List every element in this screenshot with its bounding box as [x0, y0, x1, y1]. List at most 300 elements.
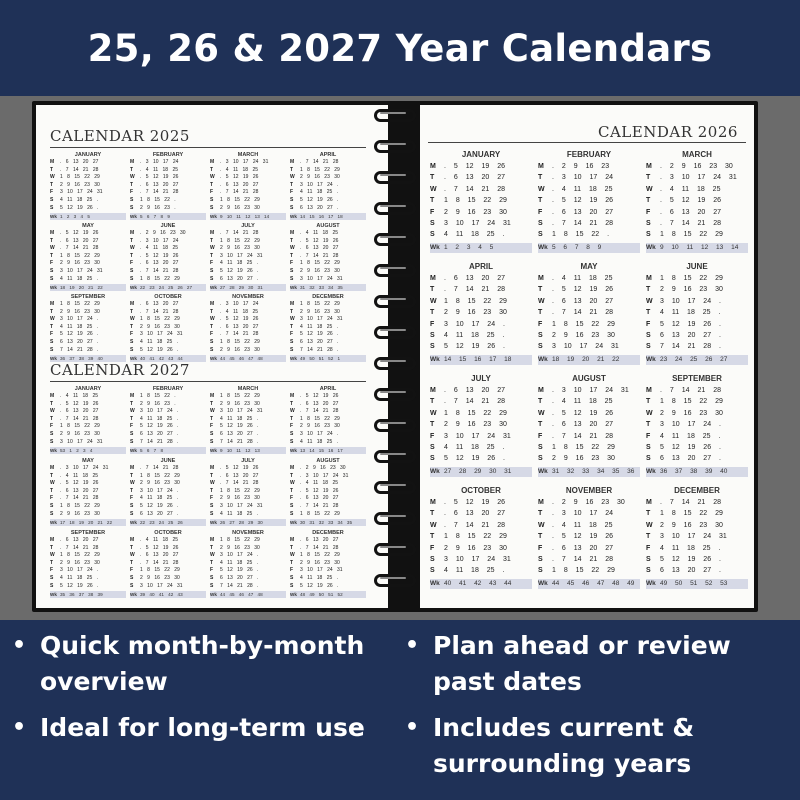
- day-numbers: 4 11 18 25 .: [444, 331, 505, 339]
- day-label: S: [50, 430, 54, 437]
- bullet-dot-icon: •: [12, 633, 27, 658]
- day-numbers: . 6 13 20 27: [552, 297, 613, 305]
- month-block-march: [210, 151, 286, 220]
- day-numbers: . 7 14 21 28: [300, 502, 339, 509]
- day-numbers: 1 8 15 22 29: [220, 338, 260, 345]
- day-numbers: . 5 12 19 26: [140, 174, 179, 181]
- day-numbers: . 3 10 17 24: [140, 237, 179, 244]
- month-name: DECEMBER: [312, 294, 344, 300]
- day-numbers: 2 9 16 23 30: [300, 308, 340, 315]
- month-block-may: [50, 457, 126, 526]
- day-row: [290, 331, 366, 339]
- day-label: T: [538, 398, 543, 406]
- day-row: [50, 189, 126, 197]
- week-numbers: 49 50 51 52 53: [660, 579, 728, 587]
- day-row: [290, 238, 366, 246]
- day-numbers: 3 10 17 24 31: [140, 331, 183, 338]
- day-row: [290, 268, 366, 276]
- day-label: T: [210, 252, 214, 259]
- week-number-row: [290, 591, 366, 598]
- month-block-september: [50, 293, 126, 362]
- day-numbers: 1 8 15 22 29: [660, 231, 723, 239]
- day-label: S: [50, 204, 54, 211]
- day-row: [130, 260, 206, 268]
- day-row: [130, 324, 206, 332]
- month-block-january: [430, 149, 532, 253]
- day-row: [210, 488, 286, 496]
- week-number-row: [430, 579, 532, 589]
- day-label: W: [430, 185, 437, 193]
- day-label: S: [50, 502, 54, 509]
- day-label: S: [290, 502, 294, 509]
- coil-loop: [374, 512, 416, 525]
- day-row: [50, 545, 126, 553]
- day-row: [290, 260, 366, 268]
- day-numbers: . 6 13 20 27: [140, 260, 179, 267]
- day-row: [430, 330, 532, 341]
- day-row: [290, 473, 366, 481]
- day-row: [290, 159, 366, 167]
- day-row: [646, 554, 748, 565]
- day-row: [646, 408, 748, 419]
- day-row: [50, 268, 126, 276]
- day-numbers: 1 8 15 22 .: [140, 196, 176, 203]
- day-numbers: 1 8 15 22 29: [300, 166, 340, 173]
- day-numbers: . 7 14 21 28: [552, 309, 613, 317]
- day-numbers: 5 12 19 26 .: [140, 423, 179, 430]
- day-label: M: [646, 163, 652, 170]
- day-numbers: 6 13 20 27 .: [220, 430, 259, 437]
- day-numbers: 4 11 18 25 .: [60, 574, 99, 581]
- day-label: T: [646, 510, 651, 518]
- day-label: T: [50, 400, 54, 407]
- left-page: [36, 105, 388, 608]
- day-row: [430, 284, 532, 295]
- week-number-row: [210, 284, 286, 291]
- week-numbers: 5 6 7 8 9: [140, 214, 170, 220]
- day-row: [50, 439, 126, 447]
- day-numbers: 1 8 15 22 29: [60, 502, 100, 509]
- day-row: [430, 307, 532, 318]
- day-numbers: . 4 11 18 25: [60, 472, 99, 479]
- day-label: W: [210, 408, 215, 415]
- day-numbers: . 7 14 21 28: [444, 286, 505, 294]
- day-label: T: [130, 559, 134, 566]
- day-row: [130, 253, 206, 261]
- day-label: S: [50, 510, 54, 517]
- week-label: Wk: [290, 520, 297, 526]
- week-label: Wk: [646, 579, 656, 587]
- day-label: S: [290, 346, 294, 353]
- day-row: [430, 531, 532, 542]
- day-row: [50, 511, 126, 519]
- day-numbers: 2 9 16 23 30: [660, 521, 723, 529]
- day-numbers: . 7 14 21 28: [660, 219, 721, 227]
- day-numbers: 2 9 16 23 30: [60, 559, 100, 566]
- day-label: S: [50, 574, 54, 581]
- day-label: S: [290, 430, 294, 437]
- day-label: F: [430, 544, 435, 552]
- day-label: S: [646, 555, 651, 563]
- day-row: [210, 537, 286, 545]
- coil-shine: [380, 143, 406, 145]
- day-numbers: . 5 12 19 26: [220, 316, 259, 323]
- day-numbers: . 4 11 18 25: [220, 166, 259, 173]
- month-block-march: [646, 149, 748, 253]
- month-block-february: [130, 151, 206, 220]
- day-numbers: . 7 14 21 28: [60, 415, 99, 422]
- day-numbers: 4 11 18 25 .: [220, 415, 259, 422]
- day-row: [210, 393, 286, 401]
- day-numbers: 3 10 17 24 31: [444, 555, 511, 563]
- month-name: MAY: [82, 223, 94, 229]
- day-row: [130, 552, 206, 560]
- day-row: [646, 419, 748, 430]
- month-name: DECEMBER: [674, 486, 720, 495]
- week-label: Wk: [290, 448, 297, 454]
- day-numbers: 3 10 17 24 31: [60, 189, 103, 196]
- day-numbers: . 2 9 16 23 30: [300, 465, 346, 471]
- month-name: OCTOBER: [154, 530, 182, 536]
- week-label: Wk: [130, 592, 137, 598]
- day-numbers: . 4 11 18 25: [300, 230, 339, 236]
- day-row: [130, 488, 206, 496]
- day-numbers: 2 9 16 23 30: [140, 323, 180, 330]
- day-numbers: 3 10 17 24 .: [60, 316, 99, 323]
- coil-shine: [380, 484, 406, 486]
- day-numbers: . 7 14 21 28: [552, 219, 613, 227]
- day-numbers: . 3 10 17 24 31: [300, 472, 349, 479]
- day-label: S: [430, 343, 435, 351]
- day-label: T: [290, 487, 294, 494]
- day-row: [130, 309, 206, 317]
- day-row: [538, 172, 640, 183]
- week-number-row: [290, 284, 366, 291]
- day-numbers: 6 13 20 27 .: [220, 275, 259, 282]
- coil-loop: [374, 357, 416, 370]
- week-number-row: [290, 447, 366, 454]
- week-numbers: 22 23 24 25 26 27: [140, 285, 193, 291]
- day-numbers: . 5 12 19 26: [300, 487, 339, 494]
- day-row: [50, 480, 126, 488]
- month-name: JUNE: [160, 458, 176, 464]
- day-row: [50, 575, 126, 583]
- month-name: APRIL: [469, 262, 493, 271]
- day-numbers: 2 9 16 23 30: [60, 308, 100, 315]
- week-number-row: [646, 579, 748, 589]
- day-numbers: 3 10 17 24 31: [300, 316, 343, 323]
- month-block-may: [50, 222, 126, 291]
- week-label: Wk: [50, 285, 57, 291]
- day-row: [210, 316, 286, 324]
- day-row: [210, 324, 286, 332]
- day-row: [130, 439, 206, 447]
- day-row: [210, 431, 286, 439]
- day-numbers: 1 8 15 22 29: [444, 533, 507, 541]
- day-label: M: [430, 275, 436, 282]
- day-row: [290, 416, 366, 424]
- day-row: [50, 488, 126, 496]
- day-row: [210, 260, 286, 268]
- coil-shine: [380, 298, 406, 300]
- day-row: [538, 565, 640, 576]
- day-row: [290, 324, 366, 332]
- feature-text: Includes current & surrounding years: [433, 713, 695, 778]
- day-label: W: [130, 316, 135, 323]
- day-row: [130, 511, 206, 519]
- month-block-august: [538, 373, 640, 477]
- day-numbers: 3 10 17 24 31: [300, 275, 343, 282]
- coil-loop: [374, 140, 416, 153]
- day-row: [290, 545, 366, 553]
- day-label: S: [430, 443, 435, 451]
- day-label: S: [210, 574, 214, 581]
- day-row: [430, 565, 532, 576]
- day-row: [210, 205, 286, 213]
- day-label: S: [130, 502, 134, 509]
- week-label: Wk: [290, 356, 297, 362]
- day-row: [430, 218, 532, 229]
- day-row: [210, 159, 286, 167]
- day-label: T: [50, 252, 54, 259]
- month-block-october: [430, 485, 532, 589]
- day-row: [130, 339, 206, 347]
- day-row: [290, 197, 366, 205]
- day-label: W: [50, 552, 55, 559]
- day-row: [646, 330, 748, 341]
- day-numbers: 3 10 17 24 31: [60, 267, 103, 274]
- feature-text: Plan ahead or review past dates: [433, 631, 731, 696]
- day-row: [50, 567, 126, 575]
- day-label: S: [50, 346, 54, 353]
- day-label: M: [130, 465, 135, 471]
- day-label: S: [130, 275, 134, 282]
- day-numbers: . 4 11 18 25: [300, 480, 339, 487]
- coil-loop: [374, 481, 416, 494]
- day-numbers: 3 10 17 24 .: [444, 320, 505, 328]
- day-label: S: [50, 275, 54, 282]
- day-numbers: . 3 10 17 24 31: [220, 159, 269, 165]
- month-block-january: [50, 151, 126, 220]
- day-row: [290, 439, 366, 447]
- day-row: [430, 543, 532, 554]
- day-label: T: [646, 533, 651, 541]
- day-label: M: [210, 301, 215, 307]
- day-row: [290, 276, 366, 284]
- day-numbers: 5 12 19 26 .: [220, 267, 259, 274]
- day-label: S: [130, 574, 134, 581]
- day-row: [50, 260, 126, 268]
- day-row: [130, 268, 206, 276]
- day-numbers: 3 10 17 24 31: [660, 533, 727, 541]
- month-block-june: [130, 457, 206, 526]
- week-label: Wk: [430, 579, 440, 587]
- day-row: [290, 408, 366, 416]
- day-numbers: 1 8 15 22 29: [660, 275, 723, 282]
- day-numbers: 2 9 16 23 30: [444, 208, 507, 216]
- week-label: Wk: [538, 579, 548, 587]
- day-row: [538, 284, 640, 295]
- month-name: JUNE: [686, 262, 708, 271]
- day-row: [130, 174, 206, 182]
- month-name: JANUARY: [74, 152, 102, 158]
- feature-text: Quick month-by-month overview: [40, 631, 365, 696]
- week-number-row: [210, 519, 286, 526]
- day-numbers: . 4 11 18 25: [552, 185, 613, 193]
- month-name: FEBRUARY: [566, 150, 612, 159]
- day-row: [430, 497, 532, 508]
- coil-shine: [380, 329, 406, 331]
- day-numbers: 4 11 18 25 .: [60, 275, 99, 282]
- day-row: [50, 347, 126, 355]
- top-banner: [0, 0, 800, 96]
- day-label: S: [210, 438, 214, 445]
- day-numbers: . 2 9 16 23: [552, 163, 610, 170]
- day-label: W: [130, 174, 135, 181]
- week-label: Wk: [50, 520, 57, 526]
- day-label: F: [130, 567, 134, 574]
- day-label: W: [50, 408, 55, 415]
- week-label: Wk: [538, 355, 548, 363]
- day-row: [646, 319, 748, 330]
- day-numbers: 3 10 17 24 31: [220, 408, 263, 415]
- day-label: T: [210, 237, 214, 244]
- day-numbers: . 6 13 20 27: [552, 208, 613, 216]
- day-label: W: [210, 552, 215, 559]
- day-label: S: [646, 343, 651, 351]
- day-label: F: [538, 544, 543, 552]
- day-label: S: [538, 443, 543, 451]
- day-label: T: [430, 174, 435, 182]
- day-row: [50, 238, 126, 246]
- day-numbers: . 7 14 21 28: [444, 398, 505, 406]
- day-row: [130, 575, 206, 583]
- day-label: M: [538, 275, 544, 282]
- day-numbers: . 6 13 20 27: [60, 408, 99, 415]
- day-label: M: [210, 537, 215, 543]
- day-row: [538, 396, 640, 407]
- day-label: M: [50, 301, 55, 307]
- day-numbers: 3 10 17 24 31: [444, 432, 511, 440]
- day-row: [290, 537, 366, 545]
- day-numbers: . 6 13 20 27: [552, 421, 613, 429]
- month-block-november: [538, 485, 640, 589]
- day-row: [538, 531, 640, 542]
- day-label: T: [210, 166, 214, 173]
- day-numbers: 1 8 15 22 29: [60, 252, 100, 259]
- week-number-row: [646, 355, 748, 365]
- day-numbers: . 5 12 19 26: [552, 533, 613, 541]
- week-number-row: [130, 591, 206, 598]
- day-numbers: . 6 13 20 27: [220, 472, 259, 479]
- week-number-row: [538, 243, 640, 253]
- day-row: [430, 229, 532, 240]
- day-numbers: 2 9 16 23 30: [300, 267, 340, 274]
- day-numbers: 4 11 18 25 .: [660, 309, 721, 317]
- day-label: S: [290, 438, 294, 445]
- day-numbers: . 7 14 21 28: [660, 499, 721, 506]
- day-label: F: [50, 495, 54, 502]
- day-row: [130, 189, 206, 197]
- day-numbers: 7 14 21 28 .: [220, 438, 259, 445]
- day-row: [50, 301, 126, 309]
- day-row: [290, 167, 366, 175]
- day-row: [290, 423, 366, 431]
- day-label: T: [646, 286, 651, 294]
- day-numbers: . 7 14 21 28: [140, 267, 179, 274]
- coil-loop: [374, 450, 416, 463]
- day-row: [646, 531, 748, 542]
- day-label: T: [290, 559, 294, 566]
- day-label: T: [646, 174, 651, 182]
- day-numbers: 1 8 15 22 29: [220, 537, 260, 543]
- coil-shine: [380, 236, 406, 238]
- day-row: [290, 495, 366, 503]
- day-numbers: 1 8 15 22 29: [60, 301, 100, 307]
- day-label: M: [210, 393, 215, 399]
- day-label: S: [538, 331, 543, 339]
- month-block-november: [210, 529, 286, 598]
- day-label: F: [538, 320, 543, 328]
- day-label: T: [646, 421, 651, 429]
- day-label: F: [50, 423, 54, 430]
- day-numbers: . 7 14 21 28: [140, 308, 179, 315]
- day-numbers: 3 10 17 24 31: [220, 252, 263, 259]
- day-numbers: . 7 14 21 28: [140, 559, 179, 566]
- week-number-row: [290, 213, 366, 220]
- day-numbers: . 3 10 17 24 31: [660, 174, 737, 182]
- day-numbers: 4 11 18 25 .: [300, 323, 339, 330]
- day-label: F: [430, 432, 435, 440]
- week-numbers: 27 28 29 30 31: [444, 467, 512, 475]
- day-label: M: [130, 159, 135, 165]
- day-numbers: . 4 11 18 25: [552, 521, 613, 529]
- day-label: S: [50, 438, 54, 445]
- day-row: [210, 197, 286, 205]
- month-name: FEBRUARY: [152, 152, 184, 158]
- month-name: APRIL: [319, 386, 337, 392]
- day-label: M: [538, 499, 544, 506]
- day-row: [50, 339, 126, 347]
- week-label: Wk: [430, 243, 440, 251]
- day-label: W: [430, 521, 437, 529]
- day-numbers: 3 10 17 24 .: [140, 408, 179, 415]
- day-numbers: 6 13 20 27 .: [300, 204, 339, 211]
- day-row: [210, 331, 286, 339]
- month-block-august: [290, 457, 366, 526]
- day-label: W: [290, 408, 295, 415]
- day-label: W: [646, 409, 653, 417]
- day-numbers: 2 9 16 23 30: [140, 480, 180, 487]
- day-label: S: [646, 331, 651, 339]
- day-row: [130, 182, 206, 190]
- day-row: [50, 465, 126, 473]
- month-name: NOVEMBER: [232, 294, 264, 300]
- day-numbers: 2 9 16 23 30: [140, 574, 180, 581]
- day-row: [290, 182, 366, 190]
- week-label: Wk: [50, 214, 57, 220]
- day-label: F: [210, 495, 214, 502]
- heading-rule-2025: [50, 147, 366, 148]
- day-numbers: 2 9 16 23 30: [220, 245, 260, 252]
- month-block-december: [290, 293, 366, 362]
- day-row: [210, 245, 286, 253]
- heading-rule-2026: [428, 142, 746, 143]
- day-label: S: [430, 567, 435, 575]
- day-row: [538, 508, 640, 519]
- day-label: F: [430, 208, 435, 216]
- day-row: [50, 408, 126, 416]
